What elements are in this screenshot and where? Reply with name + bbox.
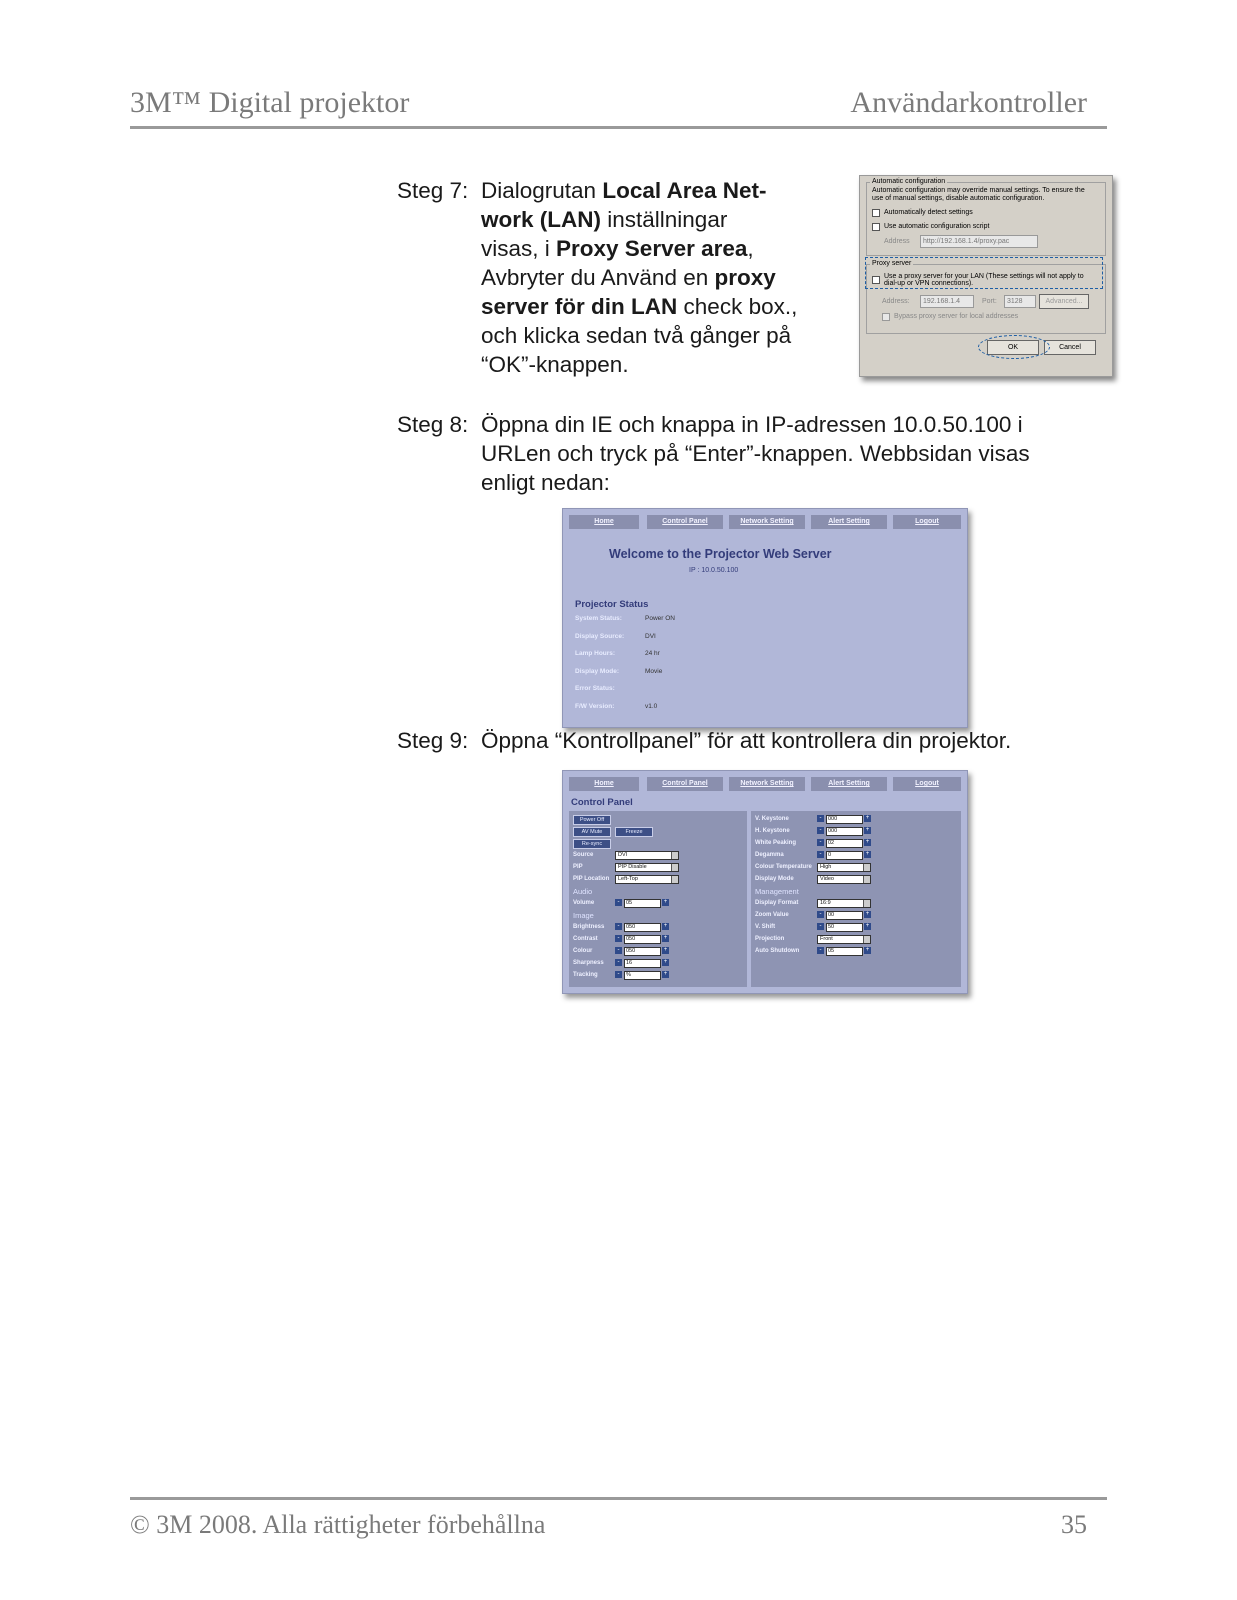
proxy-address-field[interactable]: 192.168.1.4 xyxy=(920,295,974,308)
step-9-text-1: Öppna “Kontrollpanel” för att kontrollera din projektor. xyxy=(481,728,1012,753)
tracking-value[interactable]: % xyxy=(624,971,661,980)
contrast-label: Contrast xyxy=(573,936,598,942)
status-label: F/W Version: xyxy=(575,702,615,710)
tracking-plus-button[interactable]: + xyxy=(663,971,668,977)
running-header-section: Användarkontroller xyxy=(850,86,1087,119)
display-format-label: Display Format xyxy=(755,900,799,906)
cp-nav-alert-setting[interactable]: Alert Setting xyxy=(811,777,887,791)
status-value: Power ON xyxy=(645,615,675,622)
auto-shutdown-value[interactable]: 05 xyxy=(826,947,863,956)
detect-settings-label: Automatically detect settings xyxy=(884,209,973,216)
proxy-address-label: Address: xyxy=(882,298,910,305)
nav-logout[interactable]: Logout xyxy=(893,515,961,529)
brightness-plus-button[interactable]: + xyxy=(663,923,668,929)
management-section: Management xyxy=(755,887,799,896)
zoom-value[interactable]: 00 xyxy=(826,911,863,920)
step-7-text-1a: Dialogrutan xyxy=(481,178,603,203)
status-value: 24 hr xyxy=(645,650,660,657)
colour-plus-button[interactable]: + xyxy=(663,947,668,953)
cp-nav-network-setting[interactable]: Network Setting xyxy=(729,777,805,791)
step-7-text xyxy=(481,176,797,379)
brightness-value[interactable]: 050 xyxy=(624,923,661,932)
white-peaking-plus-button[interactable]: + xyxy=(865,839,870,845)
auto-config-desc-2: use of manual settings, disable automatic configuration. xyxy=(872,195,1045,202)
zoom-value-label: Zoom Value xyxy=(755,912,789,918)
volume-value[interactable]: 05 xyxy=(624,899,661,908)
control-panel-screenshot xyxy=(562,770,968,994)
proxy-highlight-frame xyxy=(865,257,1103,289)
auto-shutdown-label: Auto Shutdown xyxy=(755,948,800,954)
v-keystone-minus-button[interactable]: - xyxy=(817,815,824,822)
pip-label: PIP xyxy=(573,864,583,870)
projection-select[interactable]: Front xyxy=(817,935,871,944)
proxy-heading: Proxy server xyxy=(872,260,912,267)
pip-select[interactable]: PIP Disable xyxy=(615,863,679,872)
step-7-text-2a: work (LAN) xyxy=(481,207,601,232)
degamma-minus-button[interactable]: - xyxy=(817,851,824,858)
control-panel-title: Control Panel xyxy=(571,797,633,808)
tracking-minus-button[interactable]: - xyxy=(615,971,622,978)
power-off-button[interactable]: Power Off xyxy=(573,815,611,825)
v-keystone-label: V. Keystone xyxy=(755,816,789,822)
cp-nav-logout[interactable]: Logout xyxy=(893,777,961,791)
status-label: Error Status: xyxy=(575,685,615,692)
sharpness-plus-button[interactable]: + xyxy=(663,959,668,965)
header-rule xyxy=(130,126,1107,129)
step-8-label: Steg 8: xyxy=(397,412,469,437)
white-peaking-minus-button[interactable]: - xyxy=(817,839,824,846)
zoom-minus-button[interactable]: - xyxy=(817,911,824,918)
status-label: Display Source: xyxy=(575,632,625,640)
auto-config-heading: Automatic configuration xyxy=(872,178,946,185)
cp-nav xyxy=(563,777,967,793)
cp-right-column xyxy=(751,811,961,987)
webserver-title: Welcome to the Projector Web Server xyxy=(609,547,832,561)
step-7-text-5b: check box., xyxy=(677,294,798,319)
source-label: Source xyxy=(573,852,594,858)
audio-section: Audio xyxy=(573,887,593,896)
config-script-checkbox[interactable] xyxy=(872,223,880,231)
webserver-nav xyxy=(563,515,967,531)
step-7-text-4b: proxy xyxy=(714,265,776,290)
script-address-label: Address xyxy=(884,238,910,245)
h-keystone-label: H. Keystone xyxy=(755,828,790,834)
brightness-label: Brightness xyxy=(573,924,605,930)
volume-plus-button[interactable]: + xyxy=(663,899,668,905)
webserver-home-screenshot xyxy=(562,508,968,728)
status-label: Lamp Hours: xyxy=(575,650,616,657)
nav-home[interactable]: Home xyxy=(569,515,639,529)
page-number: 35 xyxy=(1061,1510,1087,1539)
v-shift-label: V. Shift xyxy=(755,924,776,930)
sharpness-label: Sharpness xyxy=(573,960,604,966)
advanced-button[interactable]: Advanced... xyxy=(1039,294,1089,309)
step-9-text xyxy=(481,726,1011,755)
status-label: System Status: xyxy=(575,615,622,622)
tracking-label: Tracking xyxy=(573,972,598,978)
nav-alert-setting[interactable]: Alert Setting xyxy=(811,515,887,529)
running-header-title: 3M™ Digital projektor xyxy=(130,86,410,119)
v-keystone-plus-button[interactable]: + xyxy=(865,815,870,821)
white-peaking-label: White Peaking xyxy=(755,840,797,846)
contrast-minus-button[interactable]: - xyxy=(615,935,622,942)
resync-button[interactable]: Re-sync xyxy=(573,839,611,849)
status-value: Movie xyxy=(645,667,663,675)
projection-label: Projection xyxy=(755,936,785,942)
port-field[interactable]: 3128 xyxy=(1004,295,1036,308)
nav-network-setting[interactable]: Network Setting xyxy=(729,515,805,529)
step-7-text-4a: Avbryter du Använd en xyxy=(481,265,715,290)
colour-temperature-label: Colour Temperature xyxy=(755,864,812,870)
step-9-label: Steg 9: xyxy=(397,728,469,753)
v-shift-value[interactable]: 50 xyxy=(826,923,863,932)
volume-minus-button[interactable]: - xyxy=(615,899,622,906)
brightness-minus-button[interactable]: - xyxy=(615,923,622,930)
step-7-text-7: “OK”-knappen. xyxy=(481,352,629,377)
pip-location-label: PIP Location xyxy=(573,876,610,882)
step-7-text-6: och klicka sedan två gånger på xyxy=(481,323,792,348)
ok-button[interactable]: OK xyxy=(987,340,1039,355)
colour-temperature-select[interactable]: High xyxy=(817,863,871,872)
freeze-button[interactable]: Freeze xyxy=(615,827,653,837)
bypass-checkbox[interactable] xyxy=(882,313,890,321)
step-8-text-3: enligt nedan: xyxy=(481,470,610,495)
step-7-text-3c: , xyxy=(747,236,754,261)
contrast-plus-button[interactable]: + xyxy=(663,935,668,941)
cp-nav-home[interactable]: Home xyxy=(569,777,639,791)
step-7-text-3a: visas, i xyxy=(481,236,557,261)
auto-shutdown-minus-button[interactable]: - xyxy=(817,947,824,954)
step-8-text xyxy=(481,410,1030,497)
h-keystone-value[interactable]: 000 xyxy=(826,827,863,836)
h-keystone-minus-button[interactable]: - xyxy=(817,827,824,834)
contrast-value[interactable]: 050 xyxy=(624,935,661,944)
script-address-field[interactable]: http://192.168.1.4/proxy.pac xyxy=(920,235,1038,248)
sharpness-minus-button[interactable]: - xyxy=(615,959,622,966)
display-format-select[interactable]: 16:9 xyxy=(817,899,871,908)
step-8-text-1: Öppna din IE och knappa in IP-adressen 10.0.50.100 i xyxy=(481,412,1023,437)
step-7-text-1b: Local Area Net- xyxy=(602,178,767,203)
pip-location-select[interactable]: Left-Top xyxy=(615,875,679,884)
image-section: Image xyxy=(573,911,594,920)
use-proxy-label-1: Use a proxy server for your LAN (These settings will not apply to xyxy=(884,273,1084,280)
cancel-button[interactable]: Cancel xyxy=(1044,340,1096,355)
step-7-text-2b: inställningar xyxy=(601,207,728,232)
use-proxy-label-2: dial-up or VPN connections). xyxy=(884,280,974,287)
degamma-label: Degamma xyxy=(755,852,784,858)
cp-nav-control-panel[interactable]: Control Panel xyxy=(647,777,723,791)
av-mute-button[interactable]: AV Mute xyxy=(573,827,611,837)
white-peaking-value[interactable]: 02 xyxy=(826,839,863,848)
status-value: DVI xyxy=(645,632,656,640)
config-script-label: Use automatic configuration script xyxy=(884,223,990,230)
port-label: Port: xyxy=(982,298,997,305)
display-mode-select[interactable]: Video xyxy=(817,875,871,884)
step-7-text-3b: Proxy Server area xyxy=(556,236,748,261)
auto-config-desc-1: Automatic configuration may override manual settings. To ensure the xyxy=(872,187,1085,194)
lan-settings-dialog xyxy=(859,175,1113,377)
v-shift-minus-button[interactable]: - xyxy=(817,923,824,930)
status-label: Display Mode: xyxy=(575,667,620,675)
step-7-text-5a: server för din LAN xyxy=(481,294,678,319)
h-keystone-plus-button[interactable]: + xyxy=(865,827,870,833)
colour-value[interactable]: 050 xyxy=(624,947,661,956)
status-value: v1.0 xyxy=(645,702,658,710)
colour-minus-button[interactable]: - xyxy=(615,947,622,954)
nav-control-panel[interactable]: Control Panel xyxy=(647,515,723,529)
webserver-ip: IP : 10.0.50.100 xyxy=(689,567,739,574)
zoom-plus-button[interactable]: + xyxy=(865,911,870,917)
degamma-plus-button[interactable]: + xyxy=(865,851,870,857)
step-8-text-2: URLen och tryck på “Enter”-knappen. Webbsidan visas xyxy=(481,441,1030,466)
step-7-label: Steg 7: xyxy=(397,178,469,203)
auto-shutdown-plus-button[interactable]: + xyxy=(865,947,870,953)
detect-settings-checkbox[interactable] xyxy=(872,209,880,217)
ok-highlight-oval xyxy=(978,335,1050,359)
display-mode-label: Display Mode xyxy=(755,876,794,882)
projector-status-heading: Projector Status xyxy=(575,599,649,610)
copyright: © 3M 2008. Alla rättigheter förbehållna xyxy=(130,1510,546,1539)
source-select[interactable]: DVI xyxy=(615,851,679,860)
volume-label: Volume xyxy=(573,900,595,906)
degamma-value[interactable]: 0 xyxy=(826,851,863,860)
v-shift-plus-button[interactable]: + xyxy=(865,923,870,929)
footer-rule xyxy=(130,1497,1107,1500)
v-keystone-value[interactable]: 000 xyxy=(826,815,863,824)
bypass-label: Bypass proxy server for local addresses xyxy=(894,313,1019,320)
sharpness-value[interactable]: 16 xyxy=(624,959,661,968)
colour-label: Colour xyxy=(573,948,593,954)
cp-left-column xyxy=(569,811,747,987)
